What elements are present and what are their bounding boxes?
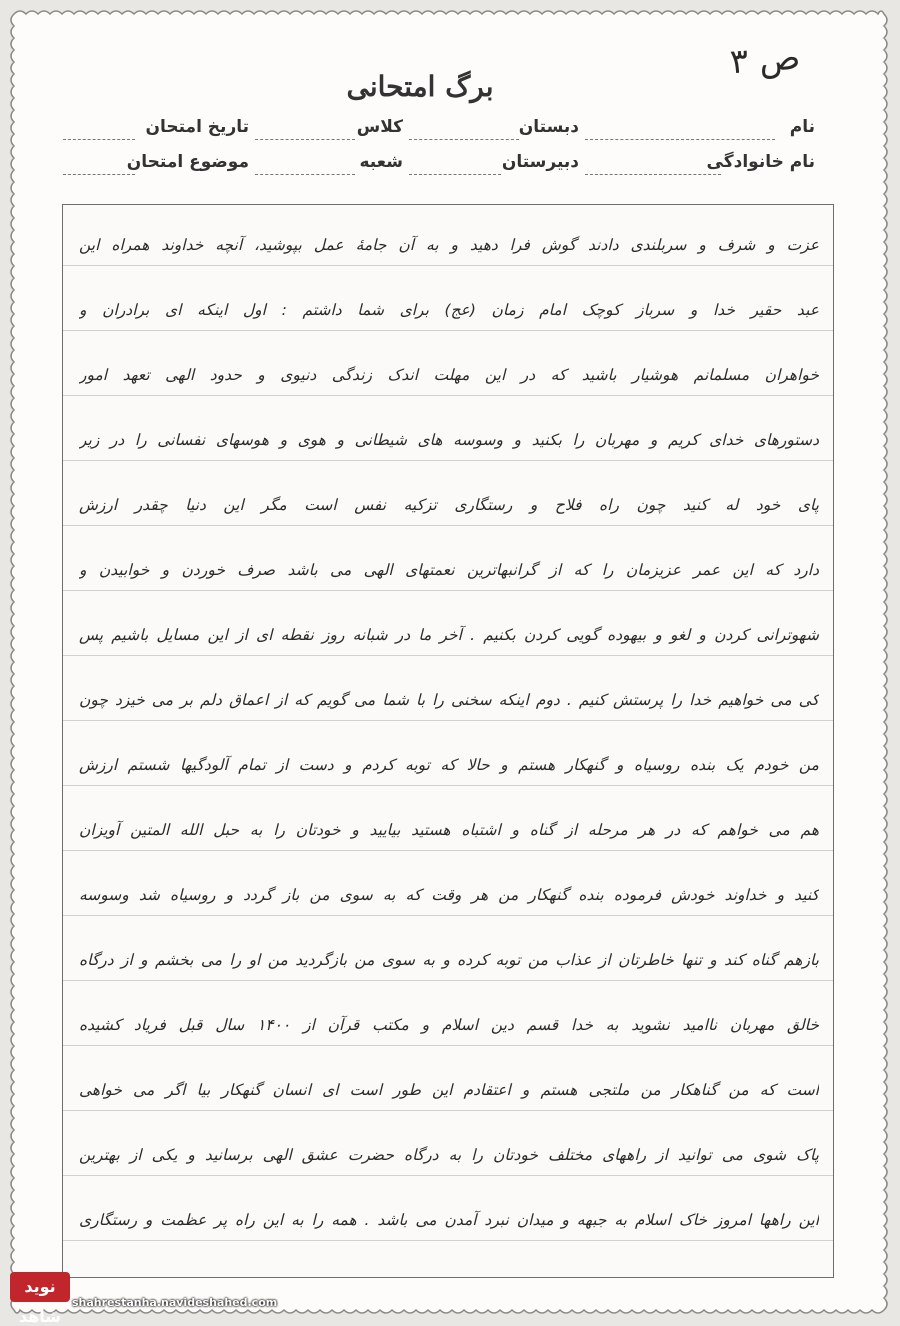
letter-line: است که من گناهکار من ملتجی هستم و اعتقادم این طور است ای انسان گنهکار بیا اگر می خواهی [79,1081,819,1099]
ruled-line [63,785,833,786]
label-class: کلاس [356,117,403,137]
ruled-line [63,655,833,656]
ruled-line [63,915,833,916]
label-primary-school: دبستان [518,117,579,137]
field-name-line[interactable] [585,139,775,140]
ruled-line [63,720,833,721]
letter-line: عزت و شرف و سربلندی دادند گوش فرا دهید و به آن جامهٔ عمل بپوشید، آنچه خداوند همراه این [79,236,819,254]
label-exam-subject: موضوع امتحان [126,152,249,172]
field-branch-line[interactable] [255,174,355,175]
form-row-2 [60,152,815,184]
ruled-line [63,395,833,396]
label-name: نام [789,117,815,137]
watermark-url: shahrestanha.navideshahed.com [72,1296,278,1309]
ruled-line [63,850,833,851]
letter-line: دستورهای خدای کریم و مهربان را بکنید و وسوسه های شیطانی و هوی و هوسهای نفسانی را در زیر [79,431,819,449]
letter-line: عبد حقیر خدا و سرباز کوچک امام زمان (عج) برای شما داشتم : اول اینکه ای برادران و [79,301,819,319]
letter-line: شهوترانی کردن و لغو و بیهوده گویی کردن بکنیم . آخر ما در شبانه روز نقطه ای از این مسایل باشیم پس [79,626,819,644]
letter-line: خالق مهربان ناامید نشوید به خدا قسم دین اسلام و مکتب قرآن از ۱۴۰۰ سال قبل فریاد کشیده [79,1016,819,1034]
ruled-line [63,460,833,461]
letter-line: خواهران مسلمانم هوشیار باشید که در این مهلت اندک زندگی دنیوی و حدود الهی تعهد امور [79,366,819,384]
ruled-line [63,1175,833,1176]
letter-line: پای خود له کنید چون راه فلاح و رستگاری تزکیه نفس است مگر این دنیا چقدر ارزش [79,496,819,514]
ruled-line [63,265,833,266]
field-exam-date-line[interactable] [63,139,135,140]
ruled-line [63,525,833,526]
page-number-value: ۳ [728,41,750,83]
letter-line: دارد که این عمر عزیزمان را که از گرانبهاترین نعمتهای الهی می باشد صرف خوردن و خوابیدن و [79,561,819,579]
label-secondary-school: دبیرستان [501,152,579,172]
field-primary-school-line[interactable] [409,139,519,140]
letter-line: من خودم یک بنده روسیاه و گنهکار هستم و حالا که توبه کردم و دست از تمام آلودگیها شستم ارزش [79,756,819,774]
field-secondary-school-line[interactable] [409,174,501,175]
field-class-line[interactable] [255,139,355,140]
label-family-name: نام خانوادگی [706,152,815,172]
label-exam-date: تاریخ امتحان [145,117,249,137]
watermark [10,1272,280,1326]
sheet-title: برگ امتحانی [346,70,494,103]
page-number-prefix: ص [757,37,802,81]
letter-line: کی می خواهیم خدا را پرستش کنیم . دوم اینکه سخنی را با شما می گویم که از اعماق دلم بر می خیزد چون [79,691,819,709]
field-exam-subject-line[interactable] [63,174,135,175]
letter-line: پاک شوی می توانید از راههای مختلف خودتان را به درگاه حضرت عشق الهی برسانید و یکی از بهترین [79,1146,819,1164]
letter-line: این راهها امروز خاک اسلام به جبهه و میدان نبرد آمدن می باشد . همه را به این راه پر عظمت و رستگاری [79,1211,819,1229]
ruled-line [63,1045,833,1046]
ruled-line [63,980,833,981]
ruled-line [63,330,833,331]
writing-area [62,204,834,1278]
label-branch: شعبه [359,152,403,172]
letter-line: هم می خواهم که در هر مرحله از گناه و اشتباه هستید بیایید و خودتان را به حبل الله المتین آویزان [79,821,819,839]
letter-line: کنید و خداوند خودش فرموده بنده گنهکار من هر وقت که به سوی من باز گردد و روسیاه شد وسوسه [79,886,819,904]
ruled-line [63,590,833,591]
field-family-name-line[interactable] [585,174,721,175]
form-row-1 [60,117,815,149]
page-number [729,38,802,83]
watermark-logo: نوید شاهد [10,1272,70,1302]
ruled-line [63,1240,833,1241]
ruled-line [63,1110,833,1111]
letter-line: بازهم گناه کند و تنها خاطرتان از عذاب من توبه کرده و به سوی من بازگردید من او را می بخشم و از درگاه [79,951,819,969]
